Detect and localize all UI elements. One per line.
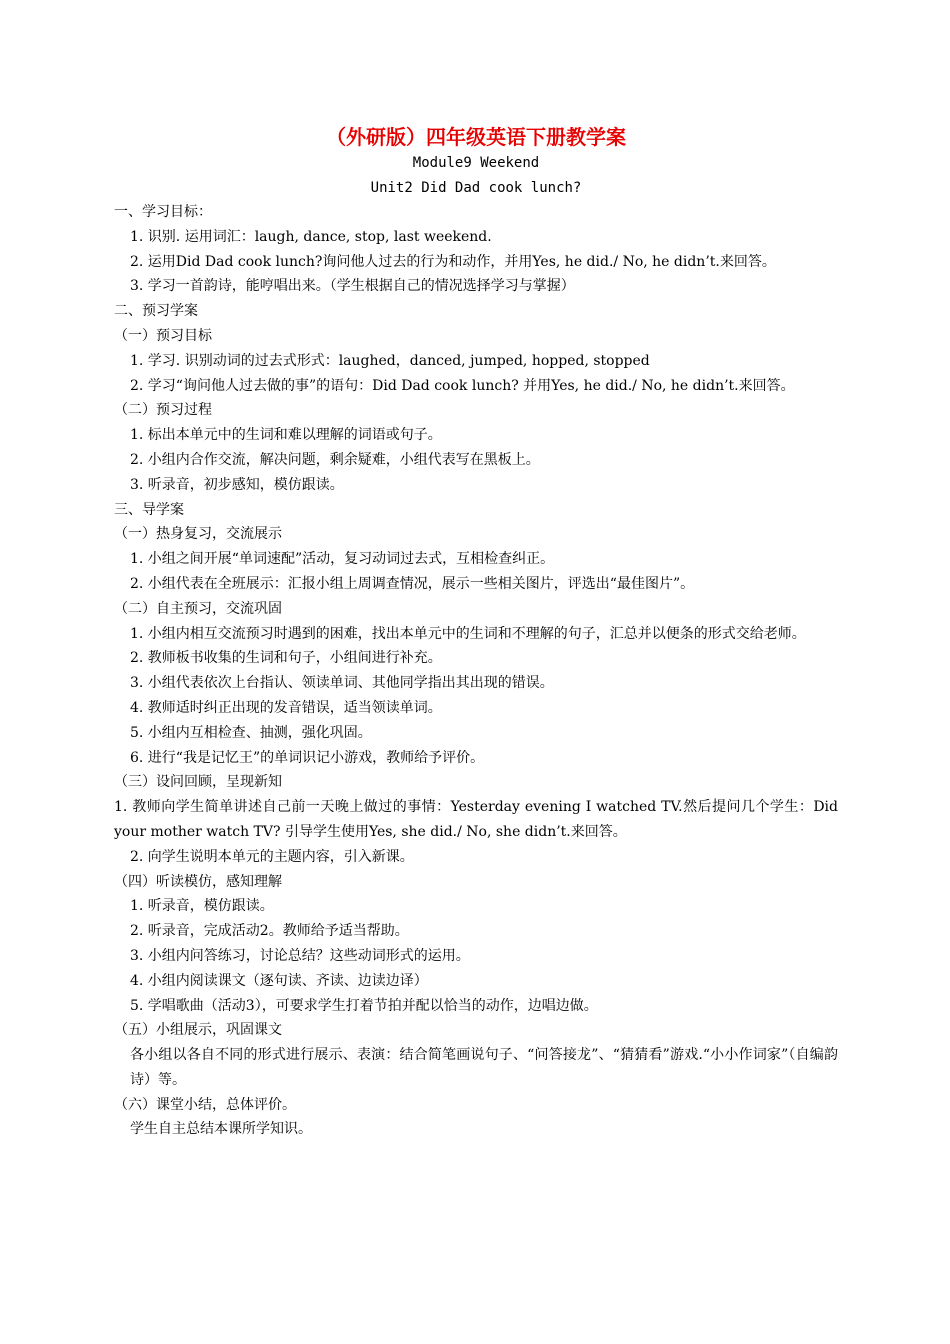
content-line: 三、导学案 (114, 501, 184, 518)
content-line: 1. 标出本单元中的生词和难以理解的词语或句子。 (130, 427, 442, 444)
content-line: 1. 听录音，模仿跟读。 (130, 898, 274, 915)
content-line: 5. 小组内互相检查、抽测，强化巩固。 (130, 724, 372, 741)
content-line: （三）设问回顾，呈现新知 (114, 774, 282, 791)
content-line: 1. 小组之间开展“单词速配”活动，复习动词过去式，互相检查纠正。 (130, 551, 555, 568)
content-line: 学生自主总结本课所学知识。 (130, 1121, 312, 1138)
content-line: 3. 小组内问答练习，讨论总结？这些动词形式的运用。 (130, 947, 470, 964)
content-line: 3. 听录音，初步感知，模仿跟读。 (130, 476, 344, 493)
content-line: （四）听读模仿，感知理解 (114, 873, 282, 890)
content-line: 2. 听录音，完成活动2。教师给予适当帮助。 (130, 923, 409, 940)
content-line: 二、预习学案 (114, 303, 198, 320)
content-line: （六）课堂小结，总体评价。 (114, 1096, 296, 1113)
content-line: 6. 进行“我是记忆王”的单词识记小游戏，教师给予评价。 (130, 749, 485, 766)
content-line: （五）小组展示，巩固课文 (114, 1022, 282, 1039)
content-line: 5. 学唱歌曲（活动3），可要求学生打着节拍并配以恰当的动作，边唱边做。 (130, 997, 598, 1014)
content-line: 1. 学习. 识别动词的过去式形式：laughed，danced, jumped, hopped, stopped (130, 352, 650, 369)
content-line: （一）热身复习，交流展示 (114, 526, 282, 543)
content-line: 2. 向学生说明本单元的主题内容，引入新课。 (130, 848, 414, 865)
lesson-plan-body (114, 123, 843, 1142)
content-line: 2. 运用Did Dad cook lunch?询问他人过去的行为和动作，并用Yes, he did./ No, he didn’t.来回答。 (130, 253, 776, 270)
content-line: 3. 学习一首韵诗，能哼唱出来。（学生根据自己的情况选择学习与掌握） (130, 278, 575, 295)
content-line: 2. 小组内合作交流，解决问题，剩余疑难，小组代表写在黑板上。 (130, 451, 540, 468)
content-line: 2. 教师板书收集的生词和句子，小组间进行补充。 (130, 650, 442, 667)
module-heading: Module9 Weekend (412, 155, 540, 171)
content-line: 各小组以各自不同的形式进行展示、表演：结合简笔画说句子、“问答接龙”、“猜猜看”游戏.“小小作词家”（自编韵诗）等。 (130, 1047, 838, 1088)
content-line: 一、学习目标： (114, 204, 212, 220)
content-line: 1. 小组内相互交流预习时遇到的困难，找出本单元中的生词和不理解的句子，汇总并以便条的形式交给老师。 (130, 625, 806, 642)
content-line: 3. 小组代表依次上台指认、领读单词、其他同学指出其出现的错误。 (130, 675, 554, 692)
document-title: （外研版）四年级英语下册教学案 (326, 125, 626, 149)
lesson-content (114, 200, 843, 1142)
content-line: 4. 小组内阅读课文（逐句读、齐读、边读边译） (130, 972, 428, 989)
content-line: （一）预习目标 (114, 327, 212, 344)
unit-heading: Unit2 Did Dad cook lunch? (370, 179, 582, 196)
content-line: 2. 小组代表在全班展示：汇报小组上周调查情况，展示一些相关图片，评选出“最佳图片”。 (130, 575, 695, 592)
content-line: 1. 教师向学生简单讲述自己前一天晚上做过的事情：Yesterday evening I watched TV.然后提问几个学生：Did your mother watch TV? 引导学生使用Yes, she did./ No, she didn’t.来回答。 (114, 799, 843, 840)
content-line: （二）预习过程 (114, 402, 212, 419)
content-line: 1. 识别. 运用词汇：laugh, dance, stop, last weekend. (130, 228, 492, 245)
content-line: 4. 教师适时纠正出现的发音错误，适当领读单词。 (130, 699, 442, 716)
content-line: （二）自主预习，交流巩固 (114, 600, 282, 617)
content-line: 2. 学习“询问他人过去做的事”的语句：Did Dad cook lunch? 并用Yes, he did./ No, he didn’t.来回答。 (130, 377, 795, 394)
